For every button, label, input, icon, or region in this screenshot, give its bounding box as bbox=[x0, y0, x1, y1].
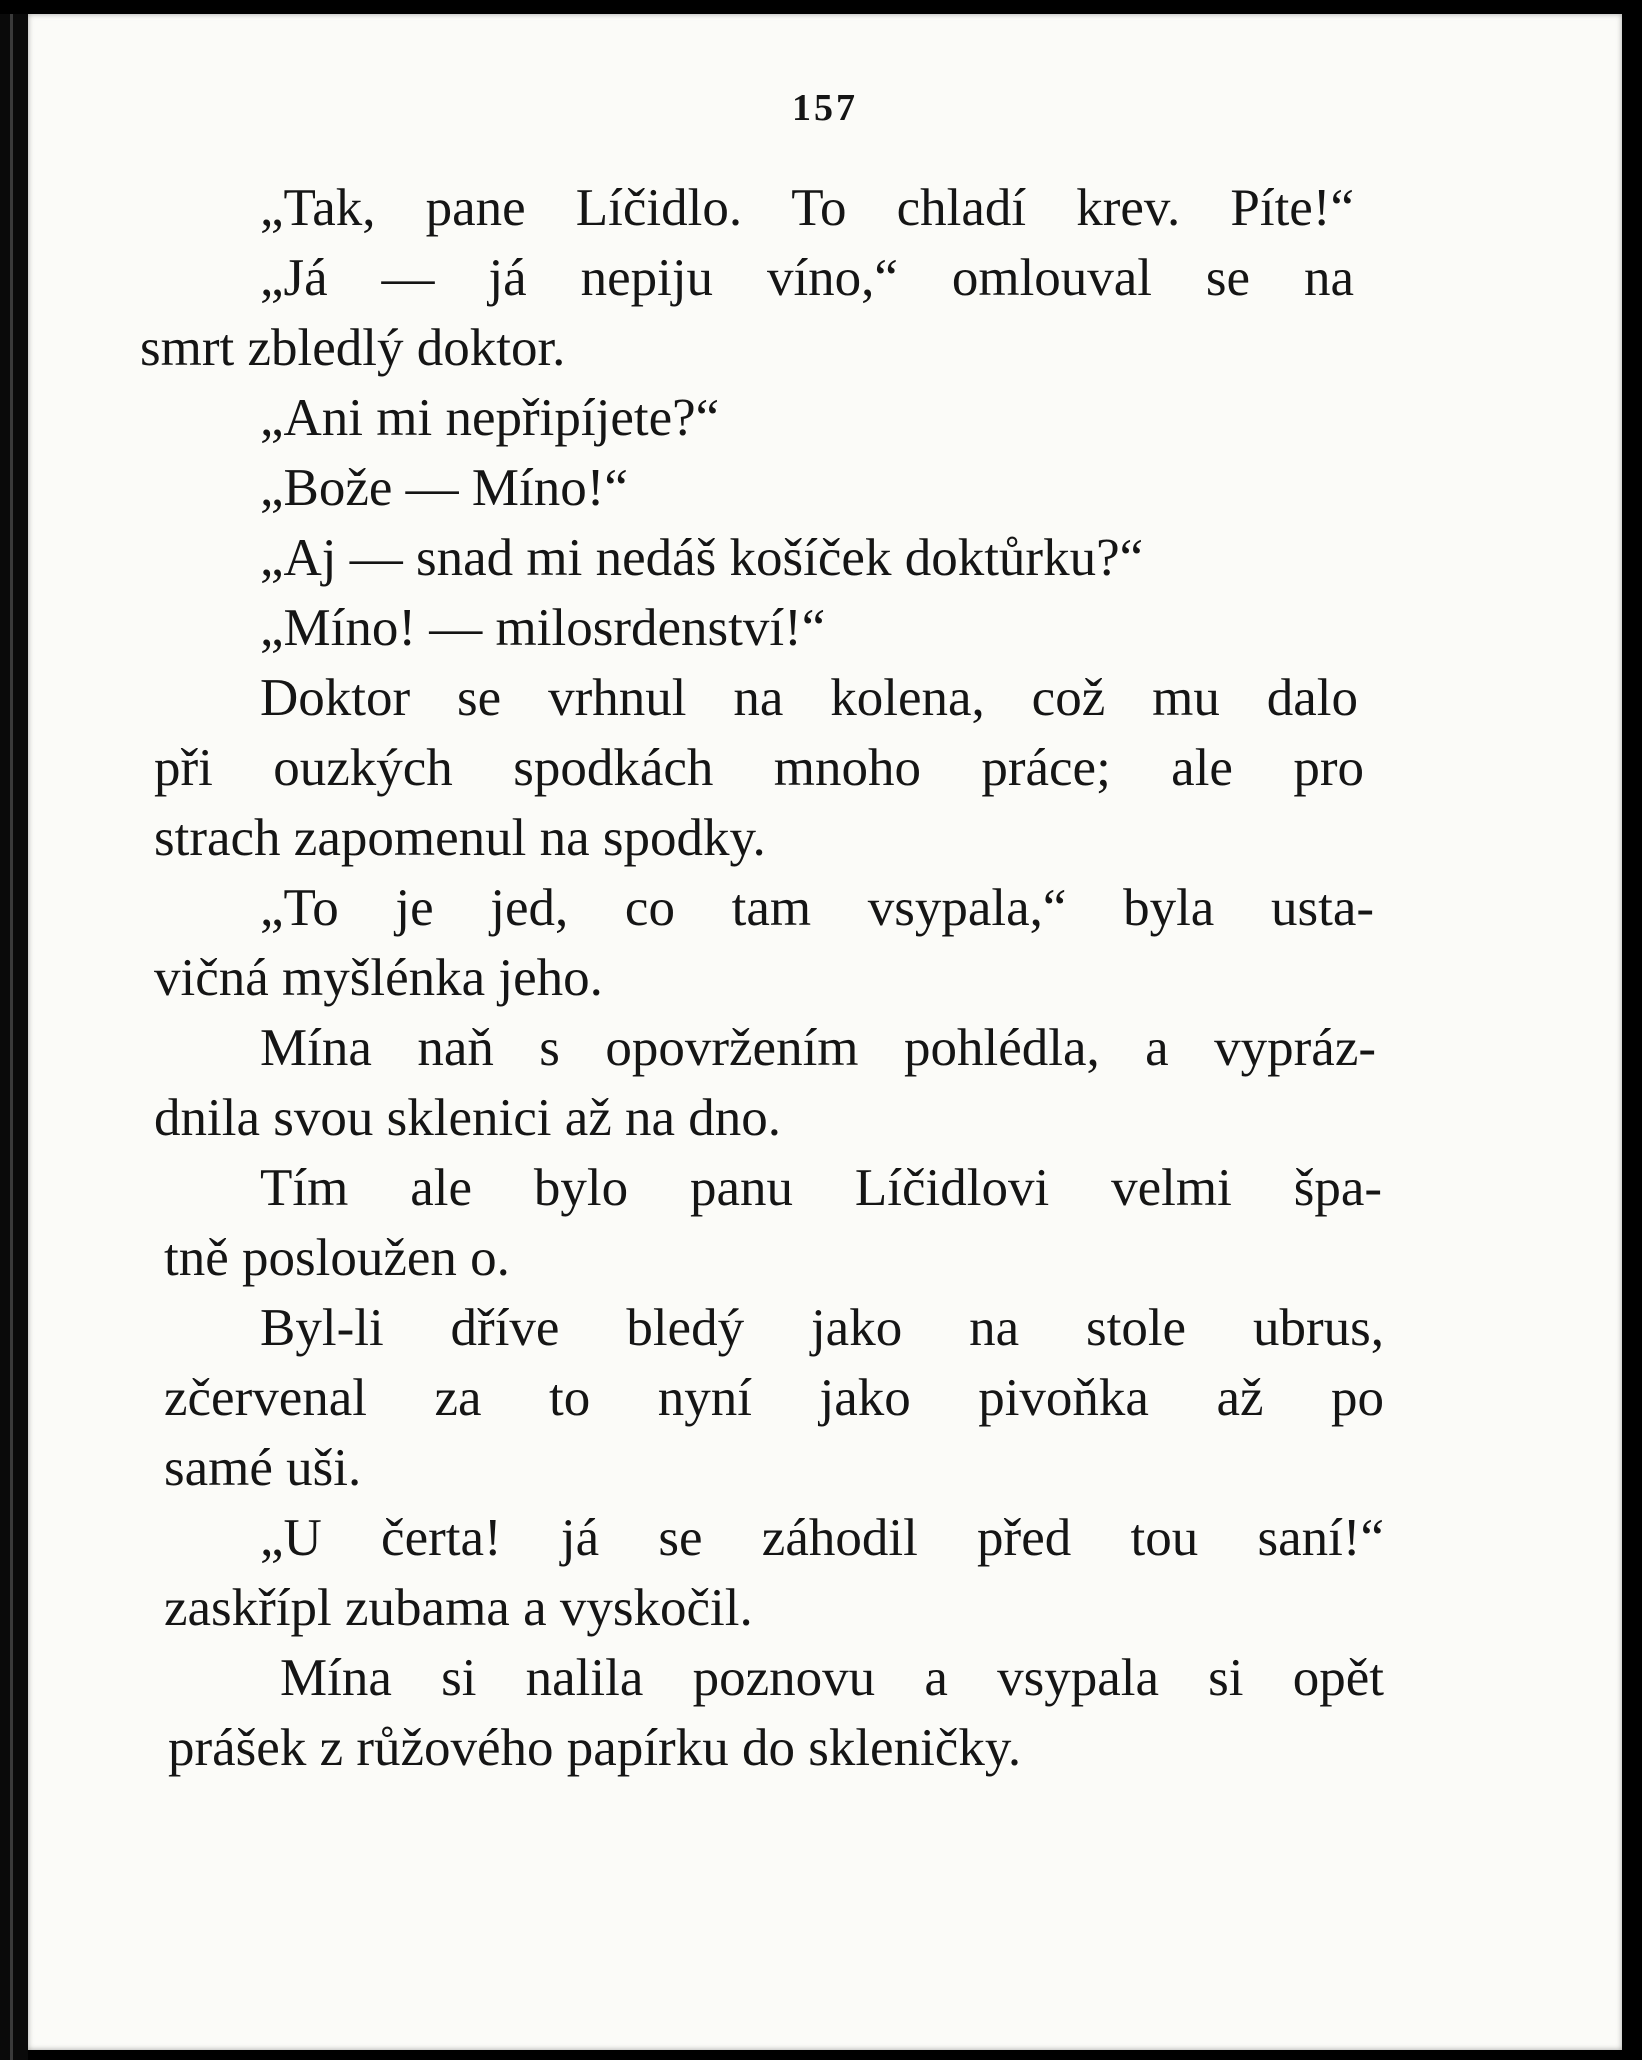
text-line: vičná myšlénka jeho. bbox=[154, 949, 603, 1007]
text-line: Mína si nalila poznovu a vsypala si opět bbox=[280, 1649, 1384, 1707]
book-binding-edge bbox=[0, 14, 28, 2060]
book-page bbox=[28, 14, 1622, 2050]
text-line: zčervenal za to nyní jako pivoňka až po bbox=[164, 1369, 1384, 1427]
text-line: „Ani mi nepřipíjete?“ bbox=[260, 389, 720, 447]
text-line: Byl-li dříve bledý jako na stole ubrus, bbox=[260, 1299, 1384, 1357]
text-line: při ouzkých spodkách mnoho práce; ale pro bbox=[154, 739, 1364, 797]
text-line: strach zapomenul na spodky. bbox=[154, 809, 766, 867]
text-line: „Já — já nepiju víno,“ omlouval se na bbox=[260, 249, 1354, 307]
page-text bbox=[28, 14, 1622, 2050]
text-line: samé uši. bbox=[164, 1439, 362, 1497]
text-line: „Tak, pane Líčidlo. To chladí krev. Píte!“ bbox=[260, 179, 1354, 237]
text-line: zaskřípl zubama a vyskočil. bbox=[164, 1579, 753, 1637]
text-line: dnila svou sklenici až na dno. bbox=[154, 1089, 782, 1147]
text-line: „To je jed, co tam vsypala,“ byla usta- bbox=[260, 879, 1374, 937]
text-line: „U čerta! já se záhodil před tou saní!“ bbox=[260, 1509, 1384, 1567]
text-line: smrt zbledlý doktor. bbox=[140, 319, 566, 377]
text-line: Tím ale bylo panu Líčidlovi velmi špa- bbox=[260, 1159, 1382, 1217]
text-line: Doktor se vrhnul na kolena, což mu dalo bbox=[260, 669, 1358, 727]
text-line: prášek z růžového papírku do skleničky. bbox=[168, 1719, 1022, 1777]
text-line: „Bože — Míno!“ bbox=[260, 459, 628, 517]
text-line: Mína naň s opovržením pohlédla, a vypráz- bbox=[260, 1019, 1376, 1077]
text-line: „Míno! — milosrdenství!“ bbox=[260, 599, 826, 657]
text-line: tně posloužen o. bbox=[164, 1229, 510, 1287]
text-line: „Aj — snad mi nedáš košíček doktůrku?“ bbox=[260, 529, 1144, 587]
page-number: 157 bbox=[792, 87, 858, 129]
